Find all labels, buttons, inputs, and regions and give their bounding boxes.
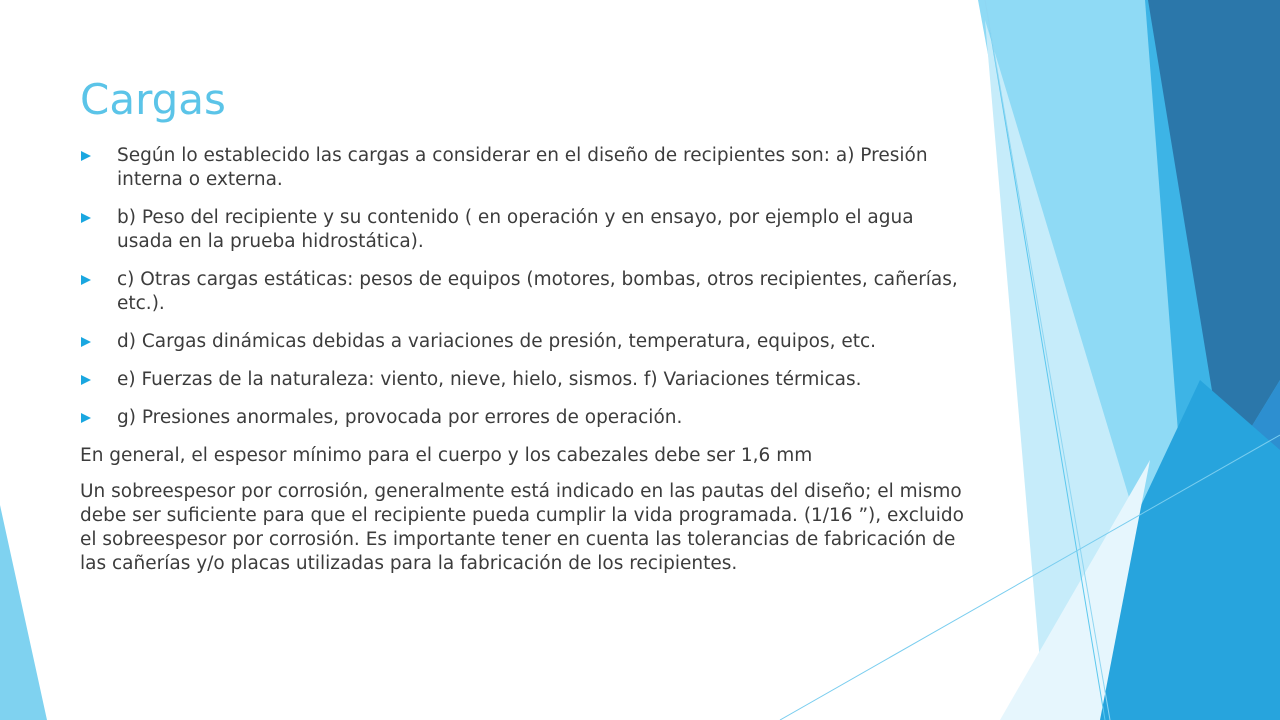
bullet-item <box>80 406 965 430</box>
bullet-item <box>80 330 965 354</box>
arrow-bullet-icon <box>81 413 91 423</box>
arrow-bullet-icon <box>81 375 91 385</box>
bullet-text: e) Fuerzas de la naturaleza: viento, nieve, hielo, sismos. f) Variaciones térmicas. <box>117 369 862 390</box>
bullet-item <box>80 268 965 316</box>
slide-title: Cargas <box>80 75 226 124</box>
arrow-bullet-icon <box>81 151 91 161</box>
slide-content <box>80 144 965 588</box>
bullet-text: d) Cargas dinámicas debidas a variaciones de presión, temperatura, equipos, etc. <box>117 331 877 352</box>
bullet-text: Según lo establecido las cargas a considerar en el diseño de recipientes son: a) Presión interna o externa. <box>117 145 928 190</box>
bullet-text: g) Presiones anormales, provocada por errores de operación. <box>117 407 683 428</box>
paragraph-min-thickness: En general, el espesor mínimo para el cuerpo y los cabezales debe ser 1,6 mm <box>80 445 813 466</box>
arrow-bullet-icon <box>81 337 91 347</box>
bullet-text: c) Otras cargas estáticas: pesos de equipos (motores, bombas, otros recipientes, cañerías, etc.). <box>117 269 958 314</box>
bullet-list <box>80 144 965 430</box>
bullet-item <box>80 368 965 392</box>
bullet-item <box>80 144 965 192</box>
paragraph-corrosion-allowance: Un sobreespesor por corrosión, generalmente está indicado en las pautas del diseño; el mismo debe ser suficiente para que el recipiente pueda cumplir la vida programada. (1/16 ”), excluido el sobreespesor por corrosión. Es importante tener en cuenta las tolerancias de fabricación de las cañerías y/o placas utilizadas para la fabricación de los recipientes. <box>80 481 964 574</box>
bullet-item <box>80 206 965 254</box>
arrow-bullet-icon <box>81 275 91 285</box>
bullet-text: b) Peso del recipiente y su contenido ( en operación y en ensayo, por ejemplo el agua usada en la prueba hidrostática). <box>117 207 914 252</box>
arrow-bullet-icon <box>81 213 91 223</box>
left-accent-shape <box>0 505 47 720</box>
